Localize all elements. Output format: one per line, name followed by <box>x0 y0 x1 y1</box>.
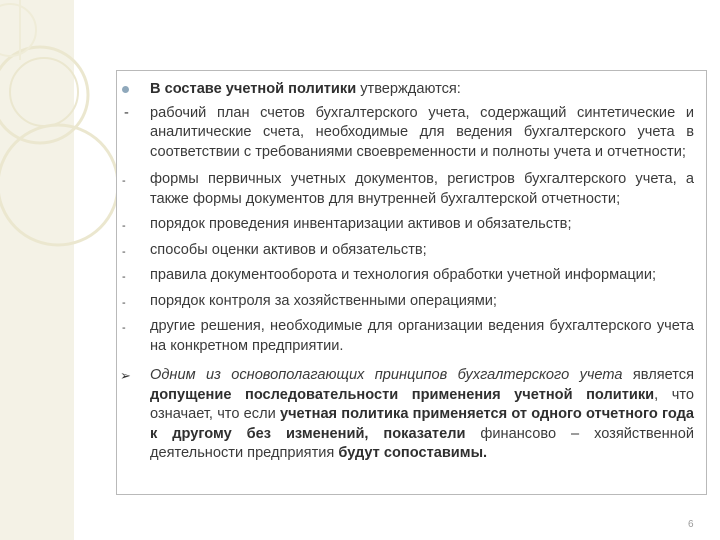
slide-content <box>120 80 694 464</box>
dash-bullet: - <box>122 175 126 187</box>
list-item <box>120 215 694 235</box>
dash-bullet: - <box>122 271 126 283</box>
list-item-text: рабочий план счетов бухгалтерского учета, содержащий синтетические и аналитические счета, необходимые для ведения бухгалтерского учета в соответствии с требованиями своевременности и полноты учета и отчетности; <box>150 104 694 160</box>
list-item-text: порядок проведения инвентаризации активов и обязательств; <box>150 216 572 232</box>
principle-text-3: финансово – хозяйственной деятельности предприятия <box>150 425 694 461</box>
dash-bullet: - <box>122 296 126 309</box>
principle-bold-1: допущение последовательности применения учетной политики <box>150 386 655 403</box>
principle-italic: Одним из основополагающих принципов бухгалтерского учета <box>150 367 623 383</box>
intro-bold: В составе учетной политики <box>150 81 357 97</box>
dash-bullet: - <box>124 104 129 121</box>
principle-text-1: является <box>622 367 694 383</box>
list-item <box>120 292 694 312</box>
principle-paragraph <box>120 366 694 464</box>
bullet-dot-icon <box>122 86 129 93</box>
list-item-text: порядок контроля за хозяйственными операциями; <box>150 292 497 309</box>
principle-bold-3: будут сопоставимы. <box>338 445 488 461</box>
dash-bullet: - <box>122 245 126 258</box>
list-item-text: способы оценки активов и обязательств; <box>150 241 427 258</box>
list-item-text: правила документооборота и технология обработки учетной информации; <box>150 267 657 283</box>
arrow-bullet-icon: ➢ <box>120 368 131 383</box>
principle-bold-2: учетная политика применяется от одного отчетного года к другому без изменений, показатели <box>150 406 694 442</box>
principle-text-2: , что означает, что если <box>150 386 694 422</box>
intro-line <box>120 80 694 100</box>
list-item <box>120 266 694 286</box>
intro-rest: утверждаются: <box>356 81 461 97</box>
dash-bullet: - <box>122 220 126 232</box>
list-item-text: другие решения, необходимые для организации ведения бухгалтерского учета на конкретном предприятии. <box>150 318 694 354</box>
list-item <box>120 170 694 209</box>
list-item <box>120 104 694 163</box>
list-item <box>120 241 694 261</box>
dash-bullet: - <box>122 322 126 334</box>
page-number: 6 <box>688 519 694 530</box>
list-item-text: формы первичных учетных документов, регистров бухгалтерского учета, а также формы документов для внутренней бухгалтерской отчетности; <box>150 171 694 207</box>
decorative-circles <box>0 0 130 540</box>
list-item <box>120 317 694 356</box>
